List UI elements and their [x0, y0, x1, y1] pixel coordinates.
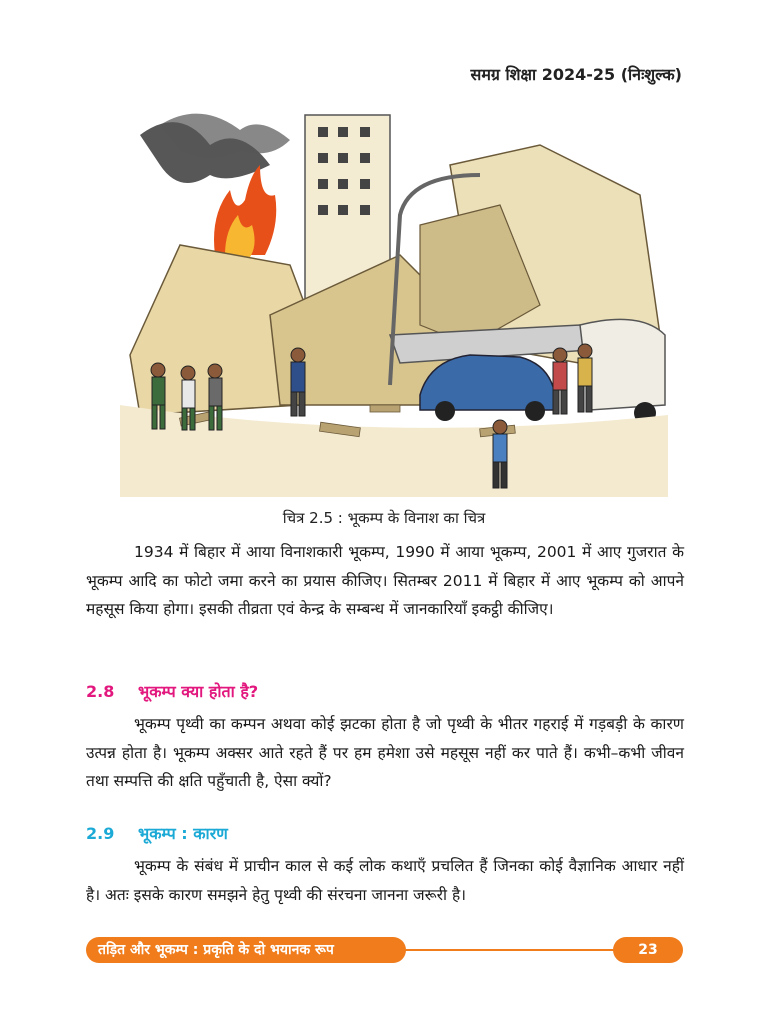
section-heading-2-8 — [86, 680, 258, 702]
paragraph-what-is-earthquake: भूकम्प पृथ्वी का कम्पन अथवा कोई झटका होता है जो पृथ्वी के भीतर गहराई में गड़बड़ी के कारण उत्पन्न होता है। भूकम्प अक्सर आते रहते हैं पर हम हमेशा उसे महसूस नहीं कर पाते हैं। कभी–कभी जीवन तथा सम्पत्ति की क्षति पहुँचाती है, ऐसा क्यों? — [86, 715, 684, 790]
section-number: 2.8 — [86, 682, 115, 701]
section-number: 2.9 — [86, 824, 115, 843]
paragraph-earthquake-causes: भूकम्प के संबंध में प्राचीन काल से कई लोक कथाएँ प्रचलित हैं जिनका कोई वैज्ञानिक आधार नहीं है। अतः इसके कारण समझने हेतु पृथ्वी की संरचना जानना जरूरी है। — [86, 857, 684, 904]
earthquake-illustration — [120, 105, 668, 497]
rescuers-group — [151, 363, 222, 430]
section-title: भूकम्प क्या होता है? — [138, 682, 259, 701]
paragraph-earthquake-history: 1934 में बिहार में आया विनाशकारी भूकम्प, 1990 में आया भूकम्प, 2001 में आए गुजरात के भूकम्प आदि का फोटो जमा करने का प्रयास कीजिए। सितम्बर 2011 में बिहार में आए भूकम्प को आपने महसूस किया होगा। इसकी तीव्रता एवं केन्द्र के सम्बन्ध में जानकारियाँ इकट्ठी कीजिए। — [86, 543, 684, 618]
section-title: भूकम्प : कारण — [138, 824, 228, 843]
auto-rickshaw — [580, 319, 665, 410]
edition-note: समग्र शिक्षा 2024-25 (निःशुल्क) — [470, 65, 682, 84]
figure-caption: चित्र 2.5 : भूकम्प के विनाश का चित्र — [282, 509, 486, 527]
footer-divider — [400, 949, 620, 951]
page-number: 23 — [613, 937, 683, 963]
section-heading-2-9 — [86, 822, 228, 844]
footer-chapter-title: तड़ित और भूकम्प : प्रकृति के दो भयानक रूप — [86, 937, 406, 963]
